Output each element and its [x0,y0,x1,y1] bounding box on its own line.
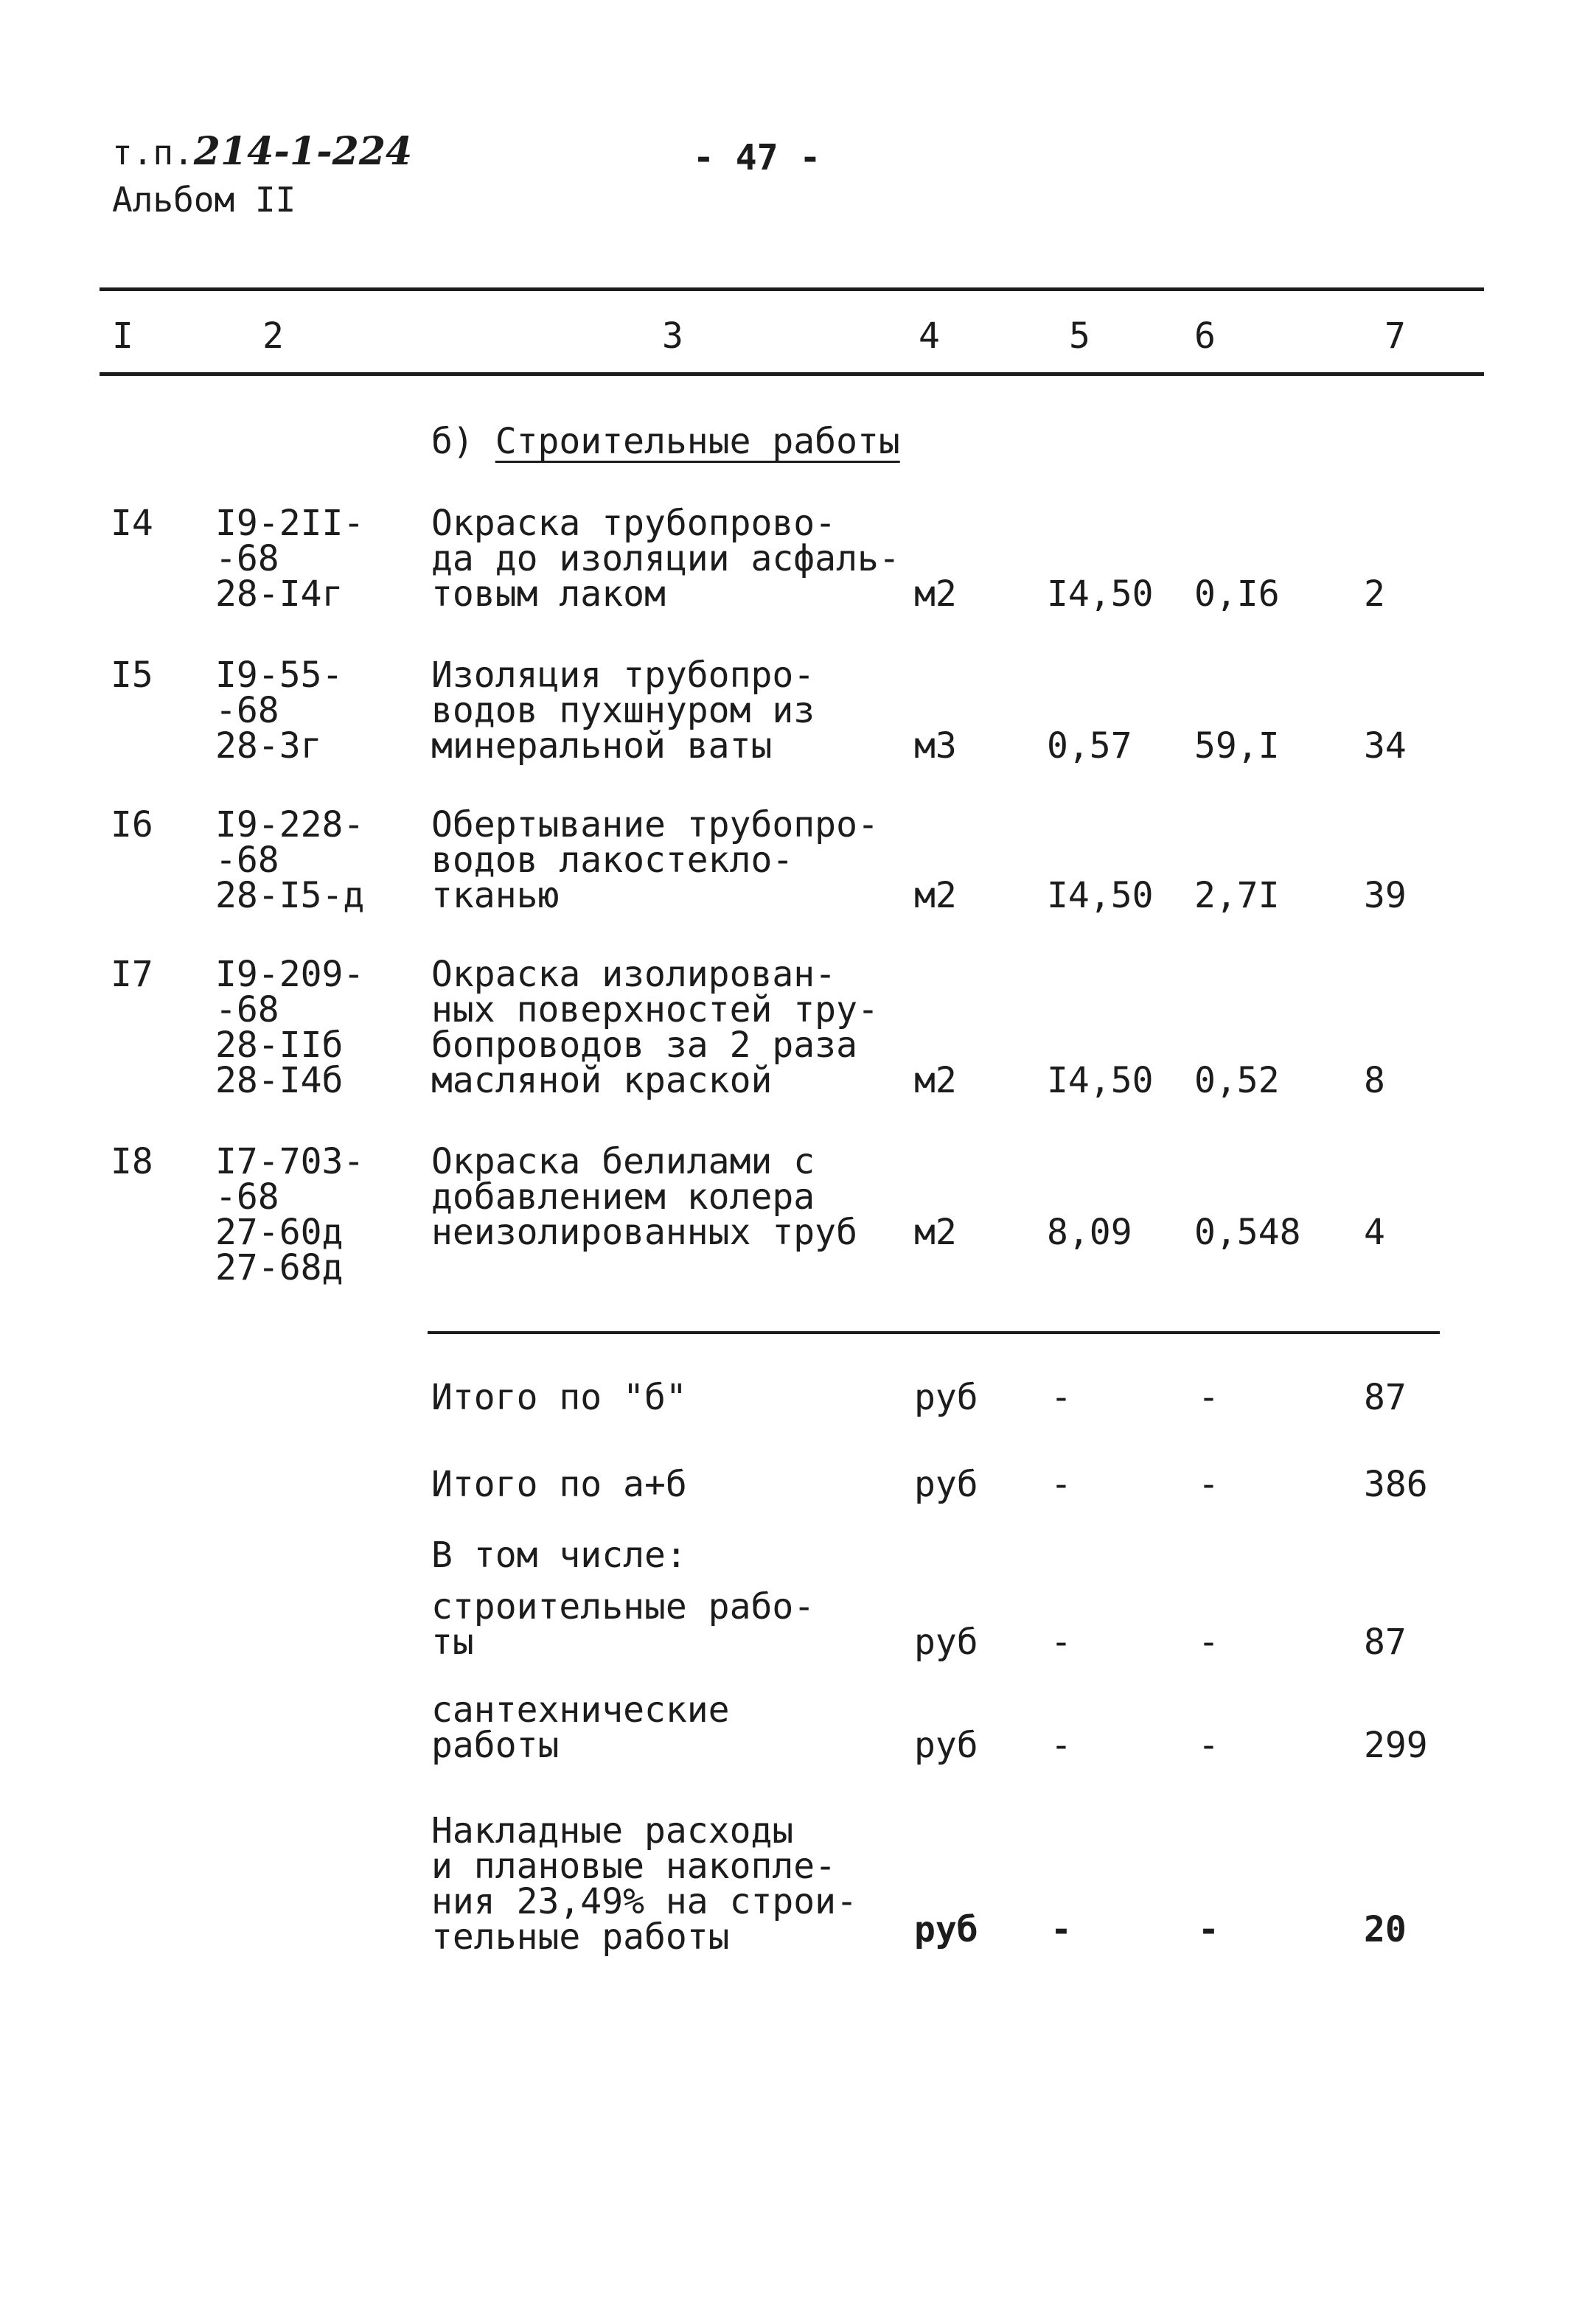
section-heading [431,421,900,462]
unit-price: 59,I [1194,725,1280,767]
unit: м2 [914,1212,957,1253]
work-description: Окраска изолирован- ных поверхностей тру- бопроводов за 2 раза масляной краской [431,954,879,1101]
norm-code: I9-2II- -68 28-I4г [215,503,365,615]
norm-code: I7-703- -68 27-60д 27-68д [215,1141,365,1288]
doc-ref-number-handwritten: 214-1-224 [193,129,413,174]
quantity: - [1051,1725,1072,1766]
section-title: Строительные работы [495,421,900,462]
unit: руб [914,1622,978,1663]
unit-price: 0,I6 [1194,573,1280,615]
quantity: - [1051,1622,1072,1663]
row-number: I5 [111,655,153,696]
quantity: - [1051,1909,1072,1950]
total-cost: 4 [1364,1212,1385,1253]
summary-description: строительные рабо- ты [431,1586,815,1663]
work-description: Окраска белилами с добавлением колера неизолированных труб [431,1141,857,1253]
column-header-1: I [112,315,133,357]
column-header-3: 3 [662,315,683,357]
norm-code: I9-55- -68 28-3г [215,655,344,767]
work-description: Изоляция трубопро- водов пухшнуром из минеральной ваты [431,655,815,767]
summary-description: сантехнические работы [431,1689,730,1766]
header-bottom-rule [100,372,1484,376]
section-prefix: б) [431,421,474,462]
album-label: Альбом II [112,180,296,220]
unit: руб [914,1464,978,1505]
summary-rule [428,1331,1440,1334]
unit: м3 [914,725,957,767]
unit-price: - [1198,1725,1219,1766]
row-number: I6 [111,804,153,845]
unit: м2 [914,875,957,916]
summary-description: Накладные расходы и плановые накопле- ния 23,49% на строи- тельные работы [431,1810,857,1958]
column-header-5: 5 [1069,315,1090,357]
unit-price: - [1198,1377,1219,1418]
summary-description: В том числе: [431,1535,687,1576]
unit: руб [914,1909,978,1950]
total-cost: 8 [1364,1060,1385,1101]
row-number: I8 [111,1141,153,1182]
unit-price: - [1198,1909,1219,1950]
unit-price: 2,7I [1194,875,1280,916]
doc-ref-prefix: т.п. [112,133,194,172]
total-cost: 386 [1364,1464,1428,1505]
total-cost: 299 [1364,1725,1428,1766]
total-cost: 20 [1364,1909,1407,1950]
work-description: Окраска трубопрово- да до изоляции асфаль- товым лаком [431,503,900,615]
total-cost: 2 [1364,573,1385,615]
page-number: - 47 - [693,137,821,178]
column-header-2: 2 [262,315,284,357]
total-cost: 39 [1364,875,1407,916]
quantity: I4,50 [1047,573,1154,615]
work-description: Обертывание трубопро- водов лакостекло- тканью [431,804,879,916]
unit: м2 [914,1060,957,1101]
unit: руб [914,1725,978,1766]
quantity: - [1051,1464,1072,1505]
total-cost: 87 [1364,1622,1407,1663]
unit: руб [914,1377,978,1418]
column-header-4: 4 [919,315,940,357]
summary-description: Итого по а+б [431,1464,687,1505]
unit-price: - [1198,1464,1219,1505]
column-header-6: 6 [1194,315,1216,357]
row-number: I7 [111,954,153,995]
quantity: - [1051,1377,1072,1418]
document-reference [112,129,413,174]
unit-price: 0,52 [1194,1060,1280,1101]
quantity: 8,09 [1047,1212,1132,1253]
quantity: I4,50 [1047,875,1154,916]
quantity: I4,50 [1047,1060,1154,1101]
total-cost: 87 [1364,1377,1407,1418]
norm-code: I9-209- -68 28-IIб 28-I4б [215,954,365,1101]
total-cost: 34 [1364,725,1407,767]
summary-description: Итого по "б" [431,1377,687,1418]
quantity: 0,57 [1047,725,1132,767]
row-number: I4 [111,503,153,544]
unit-price: 0,548 [1194,1212,1301,1253]
unit: м2 [914,573,957,615]
column-header-7: 7 [1384,315,1406,357]
unit-price: - [1198,1622,1219,1663]
norm-code: I9-228- -68 28-I5-д [215,804,365,916]
table-top-rule [100,287,1484,291]
